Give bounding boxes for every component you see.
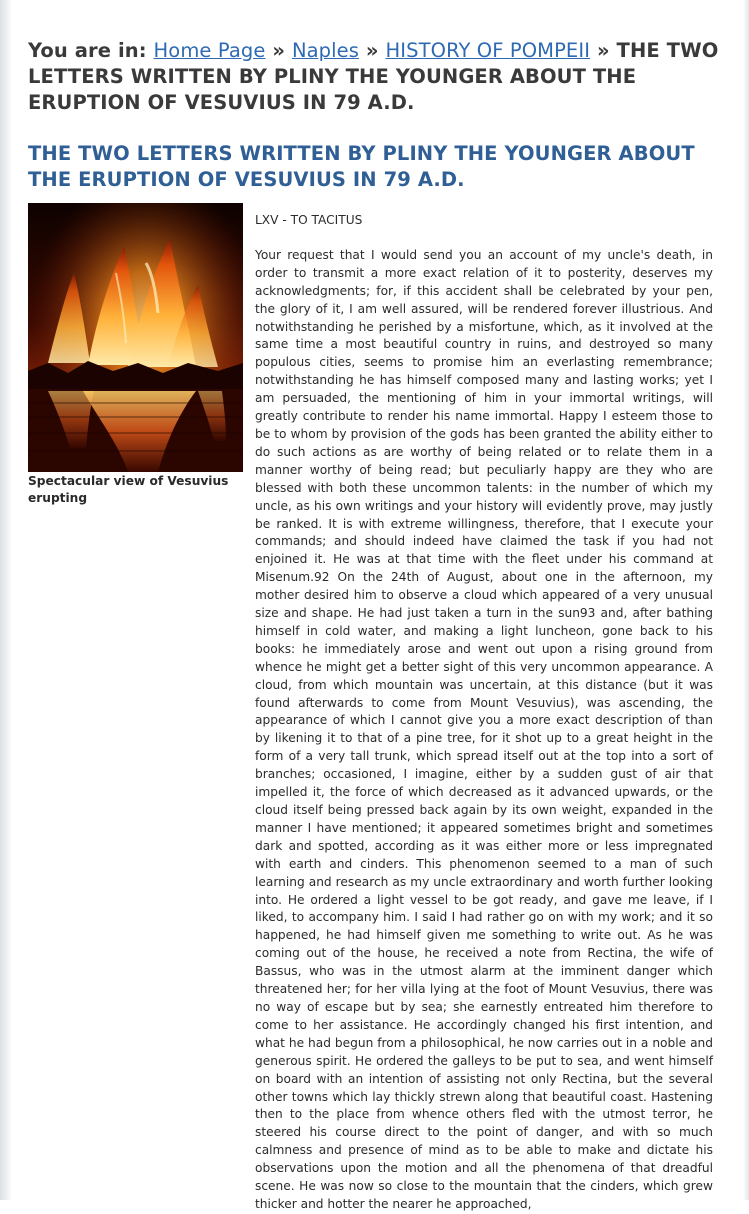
breadcrumb-separator: » xyxy=(272,39,286,62)
letter-heading: LXV - TO TACITUS xyxy=(255,213,363,227)
eruption-illustration xyxy=(28,203,243,472)
breadcrumb xyxy=(28,38,728,116)
breadcrumb-separator: » xyxy=(596,39,610,62)
left-page-edge xyxy=(0,0,12,1200)
vesuvius-eruption-image xyxy=(28,203,243,472)
page-title: THE TWO LETTERS WRITTEN BY PLINY THE YOUNGER ABOUT THE ERUPTION OF VESUVIUS IN 79 A.D. xyxy=(28,142,695,191)
letter-body: Your request that I would send you an account of my uncle's death, in order to transmit a more exact relation of it to posterity, deserves my acknowledgments; for, if this accident shall be celebrated by your pen, the glory of it, I am well assured, will be rendered forever illustrious. And notwithstanding he perished by a misfortune, which, as it involved at the same time a most beautiful country in ruins, and destroyed so many populous cities, seems to promise him an everlasting remembrance; notwithstanding he has himself composed many and lasting works; yet I am persuaded, the mentioning of him in your immortal writings, will greatly contribute to render his name immortal. Happy I esteem those to be to whom by provision of the gods has been granted the ability either to do such actions as are worthy of being related or to relate them in a manner worthy of being read; but peculiarly happy are they who are blessed with both these uncommon talents: in the number of which my uncle, as his own writings and your history will evidently prove, may justly be ranked. It is with extreme willingness, therefore, that I execute your commands; and should indeed have claimed the task if you had not enjoined it. He was at that time with the fleet under his command at Misenum.92 On the 24th of August, about one in the afternoon, my mother desired him to observe a cloud which appeared of a very unusual size and shape. He had just taken a turn in the sun93 and, after bathing himself in cold water, and making a light luncheon, gone back to his books: he immediately arose and went out upon a rising ground from whence he might get a better sight of this very uncommon appearance. A cloud, from which mountain was uncertain, at this distance (but it was found afterwards to come from Mount Vesuvius), was ascending, the appearance of which I cannot give you a more exact description of than by likening it to that of a pine tree, for it shot up to a great height in the form of a very tall trunk, which spread itself out at the top into a sort of branches; occasioned, I imagine, either by a sudden gust of air that impelled it, the force of which decreased as it advanced upwards, or the cloud itself being pressed back again by its own weight, expanded in the manner I have mentioned; it appeared sometimes bright and sometimes dark and spotted, according as it was either more or less impregnated with earth and cinders. This phenomenon seemed to a man of such learning and research as my uncle extraordinary and worth further looking into. He ordered a light vessel to be got ready, and gave me leave, if I liked, to accompany him. I said I had rather go on with my work; and it so happened, he had himself given me something to write out. As he was coming out of the house, he received a note from Rectina, the wife of Bassus, who was in the utmost alarm at the imminent danger which threatened her; for her villa lying at the foot of Mount Vesuvius, there was no way of escape but by sea; she earnestly entreated him therefore to come to her assistance. He accordingly changed his first intention, and what he had begun from a philosophical, he now carries out in a noble and generous spirit. He ordered the galleys to be put to sea, and went himself on board with an intention of assisting not only Rectina, but the several other towns which lay thickly strewn along that beautiful coast. Hastening then to the place from whence others fled with the utmost terror, he steered his course direct to the point of danger, and with so much calmness and presence of mind as to be able to make and dictate his observations upon the motion and all the phenomena of that dreadful scene. He was now so close to the mountain that the cinders, which grew thicker and hotter the nearer he approached, xyxy=(255,247,713,1211)
right-page-edge xyxy=(743,0,749,1200)
breadcrumb-link-naples[interactable]: Naples xyxy=(291,39,360,62)
breadcrumb-link-home[interactable]: Home Page xyxy=(153,39,266,62)
breadcrumb-separator: » xyxy=(365,39,379,62)
image-caption: Spectacular view of Vesuvius erupting xyxy=(28,474,229,505)
breadcrumb-current: THE TWO LETTERS WRITTEN BY PLINY THE YOUNGER ABOUT THE ERUPTION OF VESUVIUS IN 79 A.D. xyxy=(28,39,719,114)
breadcrumb-prefix: You are in: xyxy=(28,39,147,62)
letter-article xyxy=(255,212,713,1211)
breadcrumb-link-history-of-pompeii[interactable]: HISTORY OF POMPEII xyxy=(385,39,591,62)
